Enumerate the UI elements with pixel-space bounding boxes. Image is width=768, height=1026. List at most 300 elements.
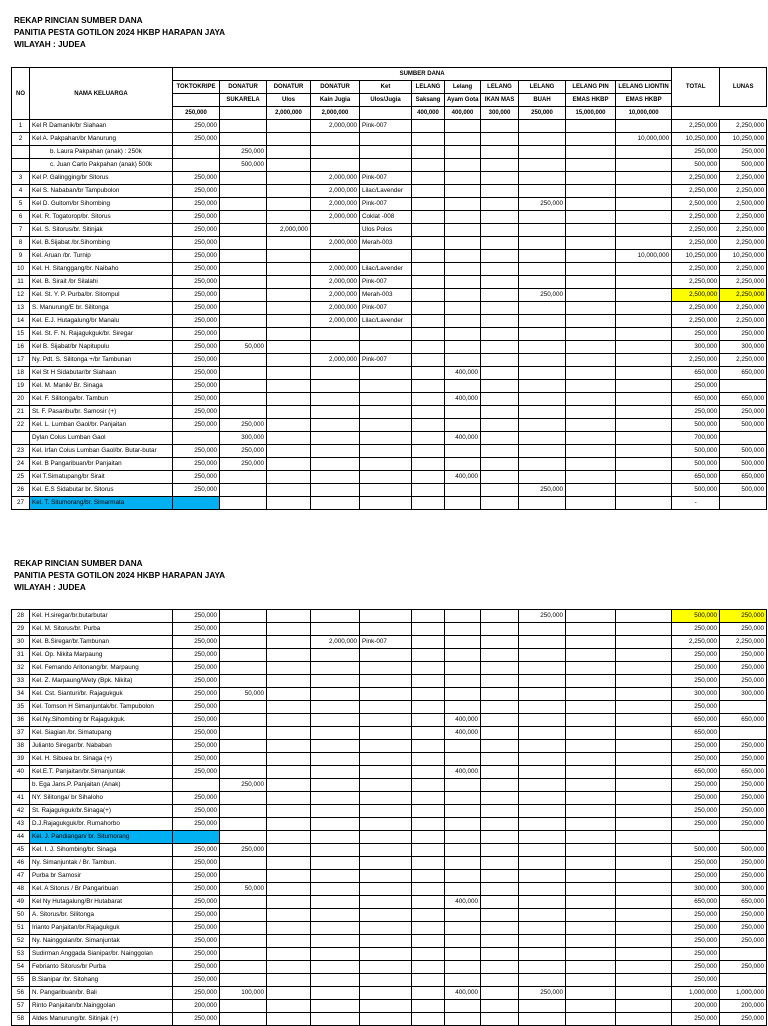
row-number — [12, 159, 30, 172]
amount-cell — [267, 688, 311, 701]
amount-cell — [311, 133, 360, 146]
amount-cell — [481, 870, 519, 883]
total-cell: 300,000 — [672, 688, 720, 701]
amount-cell — [445, 662, 481, 675]
row-number: 19 — [12, 380, 30, 393]
amount-cell — [481, 935, 519, 948]
amount-cell — [412, 701, 445, 714]
table-row — [12, 172, 767, 185]
amount-cell — [220, 766, 267, 779]
lunas-cell: 250,000 — [720, 146, 767, 159]
amount-cell — [481, 328, 519, 341]
lunas-cell: 250,000 — [720, 818, 767, 831]
amount-cell — [311, 883, 360, 896]
amount-cell — [445, 341, 481, 354]
amount-cell — [616, 302, 672, 315]
amount-cell — [445, 831, 481, 844]
amount-cell — [566, 727, 616, 740]
amount-cell — [412, 714, 445, 727]
row-number: 10 — [12, 263, 30, 276]
table-row — [12, 276, 767, 289]
amount-cell — [481, 367, 519, 380]
amount-cell — [220, 224, 267, 237]
amount-cell — [481, 302, 519, 315]
family-name: St. Rajagukguk/br.Sinaga(+) — [30, 805, 173, 818]
amount-cell — [445, 497, 481, 510]
family-name: Kel R Damanik/br Siahaan — [30, 120, 173, 133]
table-row — [12, 714, 767, 727]
amount-cell — [481, 471, 519, 484]
total-cell: 250,000 — [672, 805, 720, 818]
family-name: Dylan Colus Lumban Gaol — [30, 432, 173, 445]
row-number: 29 — [12, 623, 30, 636]
amount-cell — [412, 987, 445, 1000]
table-row — [12, 328, 767, 341]
amount-cell — [566, 1000, 616, 1013]
amount-cell — [566, 328, 616, 341]
amount-cell — [519, 779, 566, 792]
table-row — [12, 159, 767, 172]
amount-cell — [360, 419, 412, 432]
lunas-cell: 500,000 — [720, 445, 767, 458]
amount-cell — [481, 315, 519, 328]
amount-cell — [566, 289, 616, 302]
amount-cell — [519, 961, 566, 974]
amount-cell — [566, 896, 616, 909]
amount-cell — [311, 740, 360, 753]
amount-cell — [445, 263, 481, 276]
family-name: Kel St H Sidabutar/br Siahaan — [30, 367, 173, 380]
amount-cell — [311, 380, 360, 393]
amount-cell — [481, 432, 519, 445]
lunas-cell — [720, 974, 767, 987]
amount-cell — [616, 714, 672, 727]
amount-cell — [445, 688, 481, 701]
amount-cell: 400,000 — [445, 727, 481, 740]
amount-cell — [566, 961, 616, 974]
amount-cell — [267, 1000, 311, 1013]
amount-cell — [566, 263, 616, 276]
lunas-cell: 650,000 — [720, 471, 767, 484]
amount-cell — [412, 250, 445, 263]
amount-cell — [360, 779, 412, 792]
row-number: 2 — [12, 133, 30, 146]
amount-cell — [445, 779, 481, 792]
amount-cell — [267, 779, 311, 792]
table-row — [12, 367, 767, 380]
amount-cell — [616, 276, 672, 289]
amount-cell — [220, 662, 267, 675]
amount-cell — [616, 289, 672, 302]
amount-cell — [220, 471, 267, 484]
row-number: 18 — [12, 367, 30, 380]
amount-cell — [519, 818, 566, 831]
amount-cell — [360, 688, 412, 701]
col-toktokripe-sub — [173, 94, 220, 107]
amount-cell — [220, 974, 267, 987]
amount-cell — [267, 675, 311, 688]
amount-cell — [445, 120, 481, 133]
amount-cell — [616, 406, 672, 419]
amount-cell — [566, 484, 616, 497]
price-cell: 300,000 — [481, 107, 519, 120]
amount-cell — [360, 406, 412, 419]
total-cell: 250,000 — [672, 1013, 720, 1026]
lunas-cell: 500,000 — [720, 484, 767, 497]
total-cell: 2,250,000 — [672, 172, 720, 185]
amount-cell — [445, 974, 481, 987]
amount-cell — [481, 250, 519, 263]
amount-cell — [616, 120, 672, 133]
total-cell: 10,250,000 — [672, 250, 720, 263]
family-name: Kel S. Nababan/br Tampubolon — [30, 185, 173, 198]
amount-cell: 250,000 — [173, 302, 220, 315]
family-name: Julianto Siregar/br. Nababan — [30, 740, 173, 753]
amount-cell — [616, 974, 672, 987]
amount-cell — [481, 120, 519, 133]
amount-cell — [566, 406, 616, 419]
amount-cell: 2,000,000 — [311, 315, 360, 328]
table-row — [12, 380, 767, 393]
table-row — [12, 497, 767, 510]
amount-cell — [311, 714, 360, 727]
amount-cell — [267, 753, 311, 766]
amount-cell — [412, 740, 445, 753]
amount-cell: Coklat -008 — [360, 211, 412, 224]
amount-cell — [481, 987, 519, 1000]
lunas-cell: 250,000 — [720, 935, 767, 948]
price-cell — [360, 107, 412, 120]
lunas-cell: 250,000 — [720, 406, 767, 419]
amount-cell: 2,000,000 — [311, 185, 360, 198]
amount-cell — [566, 818, 616, 831]
amount-cell — [519, 1000, 566, 1013]
lunas-cell — [720, 432, 767, 445]
amount-cell — [481, 237, 519, 250]
amount-cell — [267, 727, 311, 740]
total-cell: 250,000 — [672, 701, 720, 714]
family-name: Aldes Manurung/br. Sitinjak (+) — [30, 1013, 173, 1026]
total-cell: 500,000 — [672, 445, 720, 458]
amount-cell: 250,000 — [173, 766, 220, 779]
table-row — [12, 987, 767, 1000]
amount-cell: 250,000 — [173, 341, 220, 354]
amount-cell — [481, 289, 519, 302]
amount-cell — [412, 623, 445, 636]
amount-cell: 2,000,000 — [311, 237, 360, 250]
lunas-cell: 250,000 — [720, 740, 767, 753]
amount-cell — [616, 484, 672, 497]
amount-cell: 250,000 — [173, 805, 220, 818]
total-cell: 250,000 — [672, 740, 720, 753]
amount-cell — [566, 172, 616, 185]
amount-cell — [267, 818, 311, 831]
amount-cell — [412, 818, 445, 831]
amount-cell: 250,000 — [173, 896, 220, 909]
col-donatur-sukarela: DONATUR — [220, 81, 267, 94]
total-cell: 700,000 — [672, 432, 720, 445]
amount-cell — [267, 935, 311, 948]
amount-cell — [445, 844, 481, 857]
amount-cell — [519, 922, 566, 935]
amount-cell — [220, 133, 267, 146]
family-name: Kel. Siagian /br. Simatupang — [30, 727, 173, 740]
table-row — [12, 406, 767, 419]
amount-cell — [481, 211, 519, 224]
amount-cell — [412, 120, 445, 133]
amount-cell — [481, 380, 519, 393]
amount-cell — [481, 497, 519, 510]
amount-cell — [445, 870, 481, 883]
table-row — [12, 649, 767, 662]
amount-cell — [445, 818, 481, 831]
amount-cell — [220, 701, 267, 714]
row-number: 11 — [12, 276, 30, 289]
amount-cell: 250,000 — [173, 610, 220, 623]
amount-cell: 250,000 — [173, 458, 220, 471]
amount-cell — [616, 185, 672, 198]
amount-cell: 250,000 — [173, 471, 220, 484]
amount-cell — [616, 792, 672, 805]
table-row — [12, 792, 767, 805]
amount-cell — [566, 636, 616, 649]
amount-cell — [267, 133, 311, 146]
amount-cell — [481, 740, 519, 753]
amount-cell: 250,000 — [173, 1013, 220, 1026]
amount-cell — [445, 740, 481, 753]
amount-cell — [412, 896, 445, 909]
table-row — [12, 224, 767, 237]
amount-cell — [311, 458, 360, 471]
amount-cell — [412, 289, 445, 302]
amount-cell — [220, 393, 267, 406]
total-cell: 250,000 — [672, 935, 720, 948]
row-number: 28 — [12, 610, 30, 623]
amount-cell — [360, 740, 412, 753]
lunas-cell: 250,000 — [720, 922, 767, 935]
amount-cell — [445, 237, 481, 250]
table-row — [12, 263, 767, 276]
amount-cell — [311, 471, 360, 484]
amount-cell — [267, 857, 311, 870]
amount-cell: 2,000,000 — [311, 354, 360, 367]
amount-cell — [220, 649, 267, 662]
amount-cell — [412, 341, 445, 354]
amount-cell — [220, 211, 267, 224]
amount-cell — [481, 779, 519, 792]
amount-cell — [360, 328, 412, 341]
amount-cell: 250,000 — [173, 484, 220, 497]
total-cell: 250,000 — [672, 649, 720, 662]
amount-cell: 250,000 — [173, 961, 220, 974]
amount-cell — [220, 805, 267, 818]
amount-cell: 250,000 — [173, 445, 220, 458]
amount-cell — [220, 753, 267, 766]
amount-cell — [311, 1000, 360, 1013]
amount-cell — [220, 497, 267, 510]
amount-cell — [566, 445, 616, 458]
amount-cell — [445, 883, 481, 896]
total-cell: 2,250,000 — [672, 263, 720, 276]
amount-cell — [519, 341, 566, 354]
amount-cell — [445, 315, 481, 328]
col-lelang-buah-sub: BUAH — [519, 94, 566, 107]
family-name: Kel D. Gultom/br Sihombing — [30, 198, 173, 211]
amount-cell — [519, 315, 566, 328]
amount-cell — [481, 276, 519, 289]
amount-cell — [566, 649, 616, 662]
row-number: 17 — [12, 354, 30, 367]
amount-cell — [311, 948, 360, 961]
amount-cell — [445, 484, 481, 497]
amount-cell — [360, 393, 412, 406]
table-row — [12, 458, 767, 471]
amount-cell: 250,000 — [173, 237, 220, 250]
total-cell: 2,250,000 — [672, 237, 720, 250]
amount-cell — [360, 831, 412, 844]
lunas-cell: 2,250,000 — [720, 237, 767, 250]
col-lelang-pin: LELANG PIN — [566, 81, 616, 94]
family-name: Febrianto Sitorus/br Purba — [30, 961, 173, 974]
amount-cell: 50,000 — [220, 883, 267, 896]
amount-cell: 2,000,000 — [311, 302, 360, 315]
family-name: Kel. St. Y. P. Purba/br. Sitompul — [30, 289, 173, 302]
row-number: 31 — [12, 649, 30, 662]
amount-cell — [519, 766, 566, 779]
amount-cell — [519, 662, 566, 675]
amount-cell — [616, 818, 672, 831]
amount-cell — [616, 198, 672, 211]
amount-cell: Lilac/Lavender — [360, 315, 412, 328]
amount-cell — [220, 276, 267, 289]
amount-cell — [311, 857, 360, 870]
amount-cell — [519, 831, 566, 844]
price-cell: 250,000 — [173, 107, 220, 120]
amount-cell — [519, 675, 566, 688]
amount-cell: 250,000 — [173, 662, 220, 675]
amount-cell — [412, 766, 445, 779]
amount-cell — [220, 367, 267, 380]
amount-cell — [566, 211, 616, 224]
lunas-cell: 250,000 — [720, 779, 767, 792]
amount-cell — [616, 146, 672, 159]
row-number: 48 — [12, 883, 30, 896]
table-row — [12, 779, 767, 792]
table-row — [12, 948, 767, 961]
amount-cell — [311, 432, 360, 445]
amount-cell: 250,000 — [173, 393, 220, 406]
lunas-cell: 10,250,000 — [720, 250, 767, 263]
amount-cell — [519, 432, 566, 445]
amount-cell — [267, 302, 311, 315]
price-cell: 400,000 — [445, 107, 481, 120]
amount-cell — [360, 497, 412, 510]
amount-cell — [267, 805, 311, 818]
amount-cell — [445, 792, 481, 805]
family-name: Kel A. Pakpahan/br Manurung — [30, 133, 173, 146]
amount-cell — [566, 688, 616, 701]
col-lelang-liontin-sub: EMAS HKBP — [616, 94, 672, 107]
amount-cell — [445, 753, 481, 766]
amount-cell — [311, 727, 360, 740]
amount-cell — [519, 211, 566, 224]
amount-cell: 250,000 — [173, 818, 220, 831]
amount-cell — [311, 805, 360, 818]
lunas-cell: 650,000 — [720, 714, 767, 727]
amount-cell — [481, 419, 519, 432]
lunas-cell: 2,250,000 — [720, 120, 767, 133]
row-number: 56 — [12, 987, 30, 1000]
amount-cell — [481, 636, 519, 649]
amount-cell — [360, 159, 412, 172]
total-cell: 250,000 — [672, 380, 720, 393]
amount-cell — [360, 471, 412, 484]
amount-cell — [311, 844, 360, 857]
amount-cell — [481, 649, 519, 662]
amount-cell — [566, 159, 616, 172]
amount-cell — [445, 276, 481, 289]
col-lelang-ayam: Lelang — [445, 81, 481, 94]
table-row — [12, 1000, 767, 1013]
amount-cell: 250,000 — [173, 636, 220, 649]
amount-cell — [519, 471, 566, 484]
amount-cell — [267, 974, 311, 987]
table-row — [12, 250, 767, 263]
amount-cell — [481, 948, 519, 961]
amount-cell — [311, 701, 360, 714]
amount-cell — [519, 805, 566, 818]
amount-cell — [616, 896, 672, 909]
amount-cell: 250,000 — [173, 211, 220, 224]
amount-cell — [445, 961, 481, 974]
amount-cell: Pink-007 — [360, 276, 412, 289]
amount-cell — [519, 367, 566, 380]
amount-cell — [445, 172, 481, 185]
amount-cell — [360, 1000, 412, 1013]
lunas-cell — [720, 701, 767, 714]
amount-cell — [360, 922, 412, 935]
amount-cell: 10,000,000 — [616, 250, 672, 263]
amount-cell: 250,000 — [173, 133, 220, 146]
family-name: Kel. I. J. Sihombing/br. Sinaga — [30, 844, 173, 857]
funding-table-1 — [11, 67, 767, 510]
amount-cell — [566, 623, 616, 636]
lunas-cell: 650,000 — [720, 367, 767, 380]
amount-cell — [481, 909, 519, 922]
family-name: Kel Ny Hutagalung/Br Hutabarat — [30, 896, 173, 909]
amount-cell: 250,000 — [173, 909, 220, 922]
family-name: Kel. E.J. Hutagalung/br Manalu — [30, 315, 173, 328]
amount-cell: Pink-007 — [360, 172, 412, 185]
amount-cell — [173, 159, 220, 172]
amount-cell — [267, 458, 311, 471]
amount-cell — [519, 974, 566, 987]
lunas-cell: 250,000 — [720, 961, 767, 974]
amount-cell: 250,000 — [173, 688, 220, 701]
family-name: Kel. J. Pandiangan/ br. Situmorang — [30, 831, 173, 844]
amount-cell — [311, 341, 360, 354]
amount-cell — [311, 406, 360, 419]
amount-cell — [360, 753, 412, 766]
amount-cell — [267, 341, 311, 354]
amount-cell — [481, 406, 519, 419]
amount-cell: 2,000,000 — [311, 289, 360, 302]
lunas-cell — [720, 380, 767, 393]
amount-cell: 250,000 — [220, 458, 267, 471]
amount-cell — [566, 471, 616, 484]
amount-cell — [481, 714, 519, 727]
amount-cell: Pink-007 — [360, 636, 412, 649]
